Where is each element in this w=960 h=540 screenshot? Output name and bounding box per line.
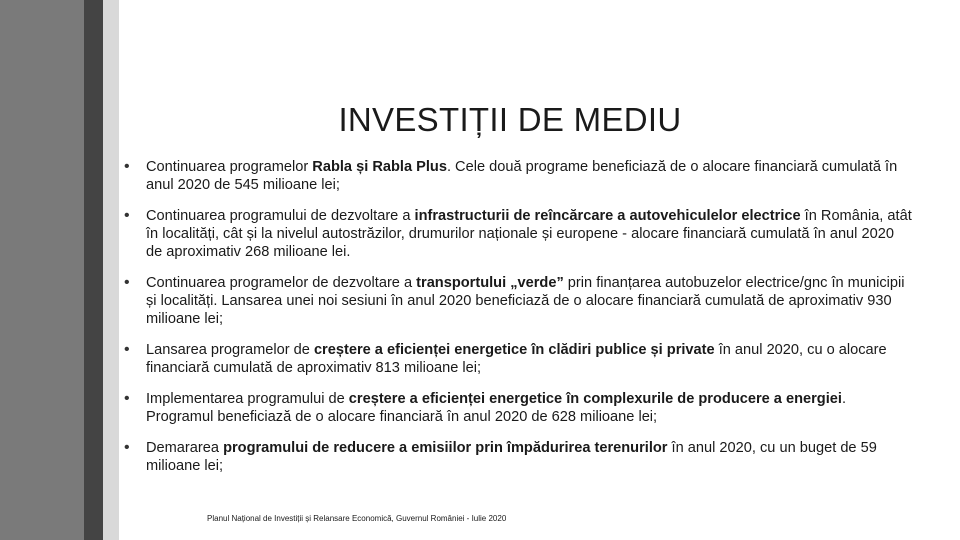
bullet-text: prin finanțarea autobuzelor electrice/gnc în municipii și localități. Lansarea unei noi sesiuni în anul 2020 beneficiază de o alocare financiară cumulată de aproximativ 930 milioane lei; — [146, 275, 905, 327]
bullet-dot-icon: • — [124, 207, 130, 224]
bullet-bold-text: creștere a eficienței energetice în complexurile de producere a energiei — [348, 391, 842, 407]
bullet-bold-text: infrastructurii de reîncărcare a autovehiculelor electrice — [414, 208, 801, 224]
bullet-bold-text: creștere a eficienței energetice în clădiri publice și private — [313, 342, 715, 358]
bullet-item — [122, 207, 912, 261]
bullet-text: Continuarea programelor de dezvoltare a — [146, 275, 417, 291]
bullet-dot-icon: • — [124, 274, 130, 291]
bullet-text: Lansarea programelor de — [146, 342, 314, 358]
bullet-text: în anul 2020, cu o alocare financiară cumulată de aproximativ 813 milioane lei; — [146, 342, 887, 376]
slide-title: INVESTIȚII DE MEDIU — [338, 101, 682, 138]
bullet-dot-icon: • — [124, 390, 130, 407]
decorative-bar-inner — [103, 0, 119, 540]
bullet-item — [122, 158, 912, 194]
bullet-bold-text: programului de reducere a emisiilor prin împădurirea terenurilor — [223, 440, 668, 456]
bullet-list — [122, 158, 912, 488]
bullet-item — [122, 274, 912, 328]
bullet-text: . Cele două programe beneficiază de o alocare financiară cumulată în anul 2020 de 545 milioane lei; — [146, 159, 898, 193]
bullet-bold-text: transportului „verde” — [416, 275, 564, 291]
bullet-dot-icon: • — [124, 341, 130, 358]
bullet-text: . Programul beneficiază de o alocare financiară în anul 2020 de 628 milioane lei; — [146, 391, 847, 425]
decorative-bar-middle — [84, 0, 103, 540]
bullet-text: Demararea — [146, 440, 224, 456]
bullet-text: Continuarea programelor — [146, 159, 313, 175]
bullet-bold-text: Rabla și Rabla Plus — [312, 159, 447, 175]
bullet-dot-icon: • — [124, 158, 130, 175]
bullet-text: în anul 2020, cu un buget de 59 milioane lei; — [146, 440, 877, 474]
bullet-item — [122, 439, 912, 475]
bullet-item — [122, 390, 912, 426]
bullet-item — [122, 341, 912, 377]
bullet-dot-icon: • — [124, 439, 130, 456]
bullet-text: Implementarea programului de — [146, 391, 349, 407]
bullet-text: Continuarea programului de dezvoltare a — [146, 208, 415, 224]
slide-footer: Planul Național de Investiții și Relansare Economică, Guvernul României - Iulie 2020 — [207, 514, 507, 523]
bullet-text: în România, atât în localități, cât și la nivelul autostrăzilor, drumurilor naționale și europene - alocare financiară cumulată în anul 2020 de aproximativ 268 milioane lei. — [146, 208, 912, 260]
